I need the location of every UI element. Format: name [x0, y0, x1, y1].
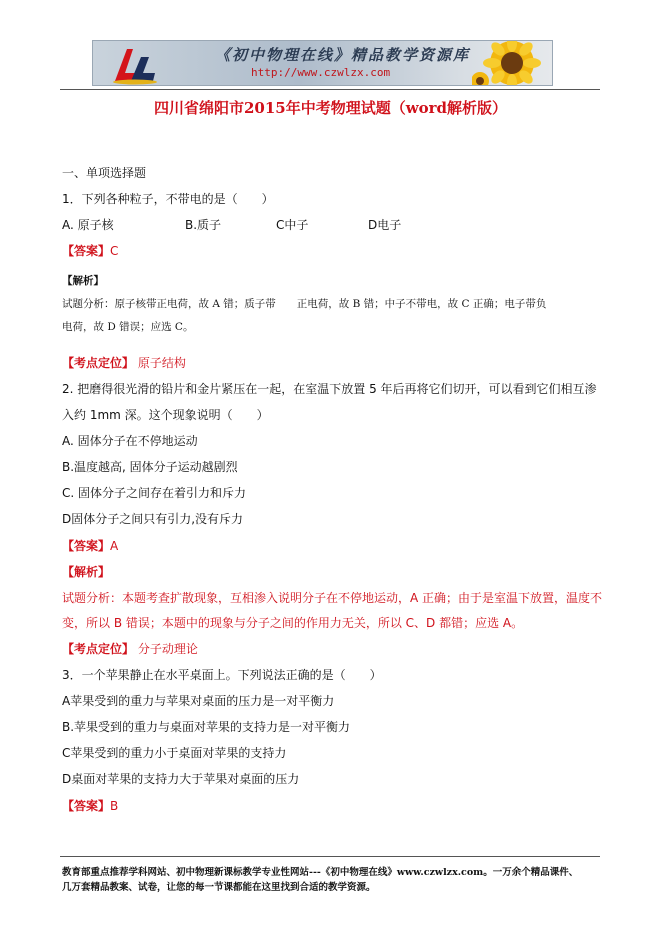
q1-option-a: A. 原子核 [62, 218, 114, 232]
q2-analysis-line-1: 试题分析：本题考查扩散现象，互相渗入说明分子在不停地运动，A 正确；由于是室温下放置，温度不 [62, 591, 603, 605]
q1-analysis-line-2: 电荷，故 D 错误；应选 C。 [62, 321, 194, 333]
q1-option-c: C中子 [276, 218, 309, 232]
q1-kp-label: 【考点定位】 [62, 356, 135, 370]
header-banner [92, 40, 553, 86]
q2-stem-line-1: 2. 把磨得很光滑的铅片和金片紧压在一起，在室温下放置 5 年后再将它们切开，可以看到它们相互渗 [62, 382, 597, 396]
q2-option-a: A. 固体分子在不停地运动 [62, 434, 198, 448]
document-title: 四川省绵阳市2015年中考物理试题（word解析版） [153, 99, 508, 117]
q1-answer-label: 【答案】 [62, 244, 111, 258]
q2-option-d: D固体分子之间只有引力,没有斥力 [62, 512, 244, 526]
q3-option-c: C苹果受到的重力小于桌面对苹果的支持力 [62, 746, 287, 760]
q2-answer-value: A [110, 539, 119, 553]
q1-option-b: B.质子 [185, 218, 222, 232]
q2-kp-label: 【考点定位】 [62, 642, 135, 656]
q3-answer [62, 797, 118, 814]
site-logo-icon [109, 43, 161, 85]
q1-kp-value: 原子结构 [137, 356, 186, 370]
q2-analysis-line-2: 变，所以 B 错误；本题中的现象与分子之间的作用力无关，所以 C、D 都错；应选 A。 [62, 616, 524, 630]
q1-knowledge-point [62, 354, 186, 371]
header-divider [60, 89, 600, 90]
q3-stem: 3．一个苹果静止在水平桌面上。下列说法正确的是（ ） [62, 668, 382, 682]
footer-divider [60, 856, 600, 857]
banner-url[interactable]: http://www.czwlzx.com [251, 66, 391, 79]
q1-stem: 1．下列各种粒子，不带电的是（ ） [62, 192, 274, 206]
footer-line-1: 教育部重点推荐学科网站、初中物理新课标教学专业性网站---《初中物理在线》www.czwlzx.com。一万余个精品课件、 [62, 867, 579, 878]
q2-kp-value: 分子动理论 [137, 642, 198, 656]
q1-answer-value: C [110, 244, 119, 258]
q3-option-b: B.苹果受到的重力与桌面对苹果的支持力是一对平衡力 [62, 720, 351, 734]
q1-analysis-line-1: 试题分析：原子核带正电荷，故 A 错；质子带 正电荷，故 B 错；中子不带电，故 C 正确；电子带负 [62, 298, 547, 310]
q3-option-d: D桌面对苹果的支持力大于苹果对桌面的压力 [62, 772, 300, 786]
section-heading: 一、单项选择题 [62, 166, 147, 180]
q1-answer [62, 242, 118, 259]
q2-answer [62, 537, 118, 554]
q3-answer-label: 【答案】 [62, 799, 111, 813]
q3-option-a: A苹果受到的重力与苹果对桌面的压力是一对平衡力 [62, 694, 335, 708]
footer-line-2: 几万套精品教案、试卷，让您的每一节课都能在这里找到合适的教学资源。 [62, 882, 376, 893]
q2-option-c: C. 固体分子之间存在着引力和斥力 [62, 486, 247, 500]
q2-answer-label: 【答案】 [62, 539, 111, 553]
sunflower-icon [472, 40, 550, 86]
q2-analysis-label: 【解析】 [62, 565, 111, 579]
q1-analysis-label: 【解析】 [62, 275, 104, 287]
q3-answer-value: B [110, 799, 119, 813]
q2-stem-line-2: 入约 1mm 深。这个现象说明（ ） [62, 408, 269, 422]
banner-title: 《初中物理在线》精品教学资源库 [215, 46, 471, 64]
q2-knowledge-point [62, 640, 198, 657]
q1-option-d: D电子 [368, 218, 402, 232]
q2-option-b: B.温度越高, 固体分子运动越剧烈 [62, 460, 238, 474]
